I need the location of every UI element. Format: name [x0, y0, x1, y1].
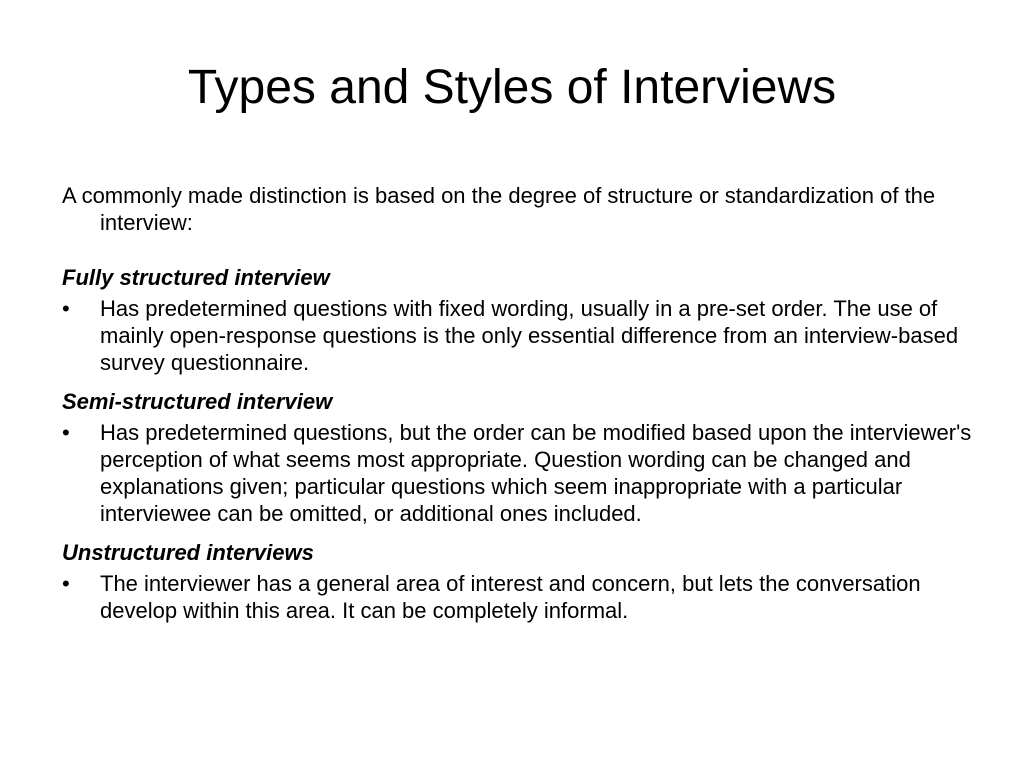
slide-title: Types and Styles of Interviews — [187, 61, 837, 114]
section-heading-fully-structured: Fully structured interview — [62, 265, 330, 290]
section-heading-semi-structured: Semi-structured interview — [62, 389, 333, 414]
bullet-text: Has predetermined questions with fixed wording, usually in a pre-set order. The use of mainly open-response questions is the only essential difference from an interview-based survey questionnaire. — [100, 296, 959, 375]
intro-paragraph: A commonly made distinction is based on the degree of structure or standardization of the interview: — [62, 183, 936, 235]
bullet-marker: • — [62, 420, 70, 445]
bullet-item-semi-structured — [62, 419, 972, 527]
bullet-text: Has predetermined questions, but the order can be modified based upon the interviewer's perception of what seems most appropriate. Question wording can be changed and explanations given; particular questions which seem inappropriate with a particular interviewee can be omitted, or additional ones included. — [100, 420, 972, 526]
bullet-marker: • — [62, 571, 70, 596]
bullet-text: The interviewer has a general area of interest and concern, but lets the conversation develop within this area. It can be completely informal. — [100, 571, 921, 623]
section-heading-unstructured: Unstructured interviews — [62, 540, 314, 565]
bullet-item-fully-structured — [62, 295, 972, 376]
bullet-marker: • — [62, 296, 70, 321]
bullet-item-unstructured — [62, 570, 972, 624]
slide-body — [62, 182, 972, 624]
